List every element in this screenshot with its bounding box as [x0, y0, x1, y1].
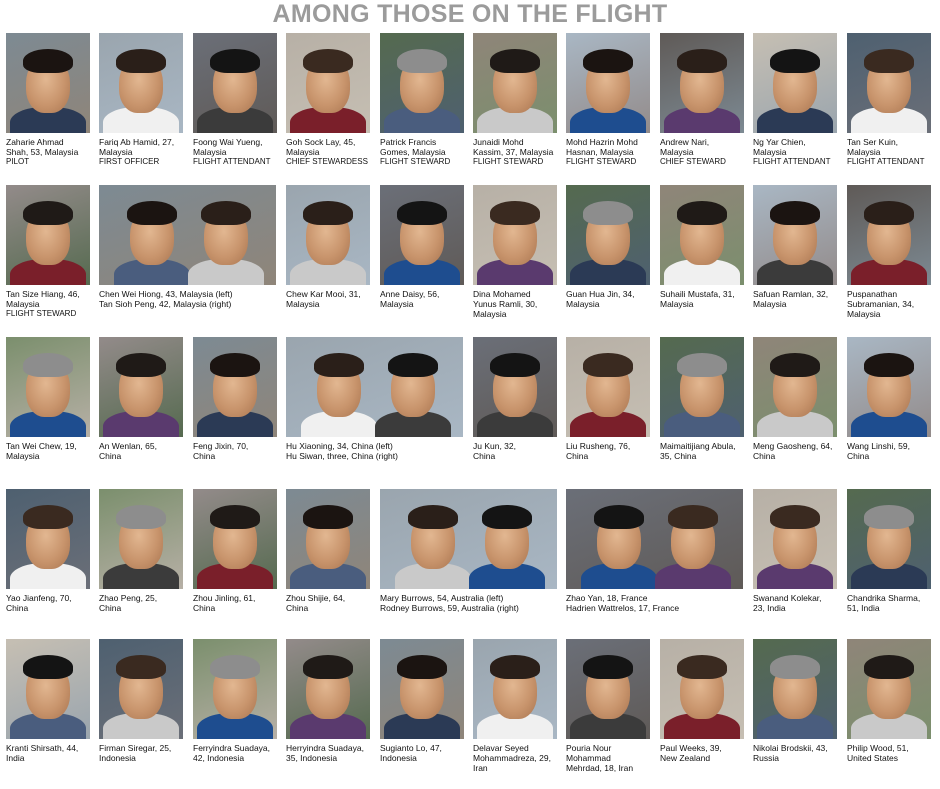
- passenger-caption: [286, 593, 370, 613]
- passenger-caption: [566, 743, 650, 773]
- caption-line: China: [99, 603, 122, 613]
- passenger-caption: [99, 743, 183, 763]
- passenger-caption: [660, 441, 744, 461]
- caption-line: Yao Jianfeng, 70,: [6, 593, 72, 603]
- passenger-caption: [753, 137, 837, 167]
- caption-line: New Zealand: [660, 753, 711, 763]
- passenger-caption: [286, 743, 370, 763]
- passenger-card: [473, 185, 557, 335]
- passenger-caption: [566, 137, 650, 167]
- passenger-card: [660, 639, 744, 789]
- passenger-photo: [193, 33, 277, 133]
- caption-line: Zhao Peng, 25,: [99, 593, 158, 603]
- caption-line: Malaysia: [473, 309, 507, 319]
- caption-line: Kassim, 37, Malaysia: [473, 147, 554, 157]
- passenger-card: [566, 337, 650, 487]
- passenger-caption: [193, 593, 277, 613]
- passenger-card: [753, 33, 837, 183]
- passenger-photo: [286, 185, 370, 285]
- caption-line: Rodney Burrows, 59, Australia (right): [380, 603, 519, 613]
- caption-line: Indonesia: [380, 753, 417, 763]
- passenger-photo: [6, 33, 90, 133]
- passenger-card: [753, 489, 837, 639]
- passenger-caption: [473, 743, 557, 773]
- passenger-photo: [847, 185, 931, 285]
- caption-line: Mehrdad, 18, Iran: [566, 763, 634, 773]
- passenger-photo: [380, 185, 464, 285]
- passenger-caption: [473, 289, 557, 319]
- caption-line: Indonesia: [99, 753, 136, 763]
- passenger-card: [380, 185, 464, 335]
- passenger-card: [660, 33, 744, 183]
- passenger-card: [660, 337, 744, 487]
- passenger-card: [566, 185, 650, 335]
- passenger-caption: [660, 289, 744, 309]
- passenger-photo: [753, 33, 837, 133]
- passenger-caption: [99, 289, 276, 309]
- passenger-caption: [193, 743, 277, 763]
- caption-line: Anne Daisy, 56,: [380, 289, 440, 299]
- caption-line: An Wenlan, 65,: [99, 441, 157, 451]
- caption-line: Tan Sioh Peng, 42, Malaysia (right): [99, 299, 232, 309]
- passenger-role: FLIGHT STEWARD: [473, 157, 544, 166]
- caption-line: Malaysia: [99, 147, 133, 157]
- caption-line: China: [6, 603, 29, 613]
- caption-line: Malaysia: [753, 299, 787, 309]
- caption-line: Meng Gaosheng, 64,: [753, 441, 833, 451]
- caption-line: Mohammad: [566, 753, 611, 763]
- passenger-card: [753, 337, 837, 487]
- caption-line: Paul Weeks, 39,: [660, 743, 722, 753]
- caption-line: 35, Indonesia: [286, 753, 338, 763]
- passenger-card: [286, 639, 370, 789]
- passenger-photo: [847, 639, 931, 739]
- passenger-caption: [6, 743, 90, 763]
- passenger-caption: [847, 441, 931, 461]
- caption-line: China: [286, 603, 309, 613]
- passenger-row: [6, 639, 934, 789]
- passenger-card: [193, 639, 277, 789]
- caption-line: Tan Size Hiang, 46,: [6, 289, 80, 299]
- passenger-photo: [6, 337, 90, 437]
- passenger-card: [566, 33, 650, 183]
- passenger-photo: [380, 639, 464, 739]
- passenger-caption: [193, 137, 277, 167]
- passenger-caption: [380, 137, 464, 167]
- passenger-card: [847, 489, 931, 639]
- caption-line: Liu Rusheng, 76,: [566, 441, 631, 451]
- passenger-card: [847, 185, 931, 335]
- passenger-caption: [286, 137, 370, 167]
- passenger-row: [6, 185, 934, 335]
- passenger-grid: [6, 33, 934, 777]
- passenger-photo: [99, 185, 276, 285]
- caption-line: 23, India: [753, 603, 786, 613]
- passenger-card: [566, 489, 743, 639]
- passenger-photo: [473, 33, 557, 133]
- passenger-card: [380, 489, 557, 639]
- passenger-card: [753, 185, 837, 335]
- passenger-caption: [847, 593, 931, 613]
- caption-line: Ju Kun, 32,: [473, 441, 517, 451]
- passenger-caption: [847, 137, 931, 167]
- passenger-caption: [566, 289, 650, 309]
- caption-line: Herryindra Suadaya,: [286, 743, 364, 753]
- passenger-card: [286, 185, 370, 335]
- caption-line: 51, India: [847, 603, 880, 613]
- passenger-row: [6, 337, 934, 487]
- caption-line: Patrick Francis: [380, 137, 437, 147]
- caption-line: Junaidi Mohd: [473, 137, 524, 147]
- passenger-photo: [566, 185, 650, 285]
- caption-line: Malaysia: [6, 299, 40, 309]
- caption-line: China: [99, 451, 122, 461]
- caption-line: Ferryindra Suadaya,: [193, 743, 271, 753]
- caption-line: Chandrika Sharma,: [847, 593, 921, 603]
- passenger-photo: [753, 639, 837, 739]
- caption-line: Maimaitijiang Abula,: [660, 441, 736, 451]
- caption-line: Mohammadreza, 29,: [473, 753, 551, 763]
- passenger-role: FLIGHT STEWARD: [6, 309, 77, 318]
- passenger-photo: [753, 489, 837, 589]
- passenger-photo: [99, 33, 183, 133]
- passenger-caption: [6, 289, 90, 319]
- caption-line: Hu Siwan, three, China (right): [286, 451, 398, 461]
- passenger-card: [660, 185, 744, 335]
- passenger-caption: [6, 137, 90, 167]
- caption-line: China: [847, 451, 870, 461]
- passenger-caption: [753, 743, 837, 763]
- caption-line: Malaysia: [6, 451, 40, 461]
- passenger-card: [566, 639, 650, 789]
- caption-line: Tan Wei Chew, 19,: [6, 441, 77, 451]
- caption-line: Shah, 53, Malaysia: [6, 147, 79, 157]
- passenger-photo: [847, 489, 931, 589]
- caption-line: Malaysia: [566, 299, 600, 309]
- caption-line: 42, Indonesia: [193, 753, 245, 763]
- passenger-role: FLIGHT ATTENDANT: [753, 157, 831, 166]
- passenger-photo: [193, 489, 277, 589]
- passenger-caption: [847, 289, 931, 319]
- page-title: AMONG THOSE ON THE FLIGHT: [272, 0, 668, 28]
- passenger-photo: [6, 639, 90, 739]
- passenger-role: PILOT: [6, 157, 30, 166]
- caption-line: China: [566, 451, 589, 461]
- passenger-card: [380, 639, 464, 789]
- caption-line: Malaysia: [753, 147, 787, 157]
- passenger-caption: [753, 593, 837, 613]
- passenger-card: [847, 639, 931, 789]
- passenger-card: [380, 33, 464, 183]
- passenger-card: [286, 337, 463, 487]
- caption-line: Yunus Ramli, 30,: [473, 299, 538, 309]
- passenger-card: [847, 33, 931, 183]
- passenger-row: [6, 489, 934, 639]
- passenger-card: [847, 337, 931, 487]
- caption-line: Mohd Hazrin Mohd: [566, 137, 638, 147]
- caption-line: Russia: [753, 753, 779, 763]
- passenger-photo: [566, 489, 743, 589]
- caption-line: Puspanathan: [847, 289, 898, 299]
- passenger-caption: [660, 743, 744, 763]
- passenger-photo: [847, 337, 931, 437]
- passenger-photo: [473, 337, 557, 437]
- caption-line: Malaysia: [380, 299, 414, 309]
- passenger-role: FLIGHT ATTENDANT: [193, 157, 271, 166]
- caption-line: Wang Linshi, 59,: [847, 441, 910, 451]
- passenger-caption: [286, 441, 463, 461]
- passenger-photo: [660, 33, 744, 133]
- passenger-card: [6, 639, 90, 789]
- caption-line: Goh Sock Lay, 45,: [286, 137, 356, 147]
- passenger-photo: [473, 639, 557, 739]
- caption-line: Hasnan, Malaysia: [566, 147, 634, 157]
- caption-line: Nikolai Brodskii, 43,: [753, 743, 828, 753]
- caption-line: Malaysia: [847, 147, 881, 157]
- caption-line: Tan Ser Kuin,: [847, 137, 899, 147]
- passenger-card: [6, 489, 90, 639]
- caption-line: Zhou Shijie, 64,: [286, 593, 346, 603]
- passenger-photo: [286, 639, 370, 739]
- caption-line: China: [473, 451, 496, 461]
- passenger-photo: [99, 489, 183, 589]
- caption-line: Chew Kar Mooi, 31,: [286, 289, 361, 299]
- passenger-photo: [99, 337, 183, 437]
- caption-line: Andrew Nari,: [660, 137, 710, 147]
- caption-line: Suhaili Mustafa, 31,: [660, 289, 735, 299]
- passenger-caption: [380, 289, 464, 309]
- caption-line: Dina Mohamed: [473, 289, 531, 299]
- passenger-caption: [6, 441, 90, 461]
- passenger-photo: [6, 185, 90, 285]
- passenger-card: [6, 33, 90, 183]
- passenger-photo: [286, 33, 370, 133]
- caption-line: Philip Wood, 51,: [847, 743, 909, 753]
- passenger-photo: [193, 337, 277, 437]
- caption-line: Zhou Jinling, 61,: [193, 593, 256, 603]
- passenger-role: CHIEF STEWARD: [660, 157, 726, 166]
- passenger-card: [286, 33, 370, 183]
- caption-line: Zhao Yan, 18, France: [566, 593, 648, 603]
- passenger-card: [473, 337, 557, 487]
- caption-line: Hu Xiaoning, 34, China (left): [286, 441, 393, 451]
- passenger-card: [6, 337, 90, 487]
- passenger-card: [99, 337, 183, 487]
- passenger-caption: [660, 137, 744, 167]
- caption-line: Kranti Shirsath, 44,: [6, 743, 79, 753]
- passenger-photo: [753, 337, 837, 437]
- passenger-photo: [660, 639, 744, 739]
- caption-line: China: [753, 451, 776, 461]
- caption-line: Fariq Ab Hamid, 27,: [99, 137, 175, 147]
- caption-line: Foong Wai Yueng,: [193, 137, 263, 147]
- passenger-caption: [6, 593, 90, 613]
- caption-line: Swanand Kolekar,: [753, 593, 822, 603]
- passenger-role: FLIGHT STEWARD: [566, 157, 637, 166]
- caption-line: Safuan Ramlan, 32,: [753, 289, 829, 299]
- caption-line: Delavar Seyed: [473, 743, 529, 753]
- caption-line: 35, China: [660, 451, 697, 461]
- passenger-caption: [473, 441, 557, 461]
- passenger-card: [753, 639, 837, 789]
- caption-line: Malaysia: [193, 147, 227, 157]
- passenger-caption: [380, 593, 557, 613]
- caption-line: Zaharie Ahmad: [6, 137, 64, 147]
- passenger-photo: [753, 185, 837, 285]
- passenger-card: [473, 639, 557, 789]
- caption-line: Malaysia: [660, 299, 694, 309]
- passenger-card: [99, 489, 183, 639]
- caption-line: India: [6, 753, 25, 763]
- passenger-role: FLIGHT ATTENDANT: [847, 157, 925, 166]
- caption-line: Hadrien Wattrelos, 17, France: [566, 603, 680, 613]
- passenger-card: [99, 185, 276, 335]
- caption-line: Mary Burrows, 54, Australia (left): [380, 593, 504, 603]
- caption-line: United States: [847, 753, 899, 763]
- passenger-photo: [380, 33, 464, 133]
- passenger-photo: [473, 185, 557, 285]
- passenger-card: [193, 489, 277, 639]
- caption-line: Malaysia: [660, 147, 694, 157]
- passenger-role: CHIEF STEWARDESS: [286, 157, 368, 166]
- passenger-card: [473, 33, 557, 183]
- passenger-caption: [380, 743, 464, 763]
- passenger-photo: [566, 33, 650, 133]
- passenger-photo: [6, 489, 90, 589]
- passenger-caption: [99, 441, 183, 461]
- caption-line: China: [193, 451, 216, 461]
- passenger-caption: [193, 441, 277, 461]
- passenger-photo: [99, 639, 183, 739]
- caption-line: Subramanian, 34,: [847, 299, 915, 309]
- passenger-role: FIRST OFFICER: [99, 157, 160, 166]
- caption-line: Feng Jixin, 70,: [193, 441, 249, 451]
- caption-line: Ng Yar Chien,: [753, 137, 806, 147]
- caption-line: Malaysia: [286, 299, 320, 309]
- passenger-caption: [753, 441, 837, 461]
- passenger-caption: [99, 137, 183, 167]
- passenger-photo: [660, 185, 744, 285]
- caption-line: Firman Siregar, 25,: [99, 743, 172, 753]
- passenger-photo: [286, 337, 463, 437]
- passenger-caption: [286, 289, 370, 309]
- caption-line: Guan Hua Jin, 34,: [566, 289, 635, 299]
- passenger-photo: [566, 639, 650, 739]
- passenger-card: [99, 639, 183, 789]
- caption-line: Gomes, Malaysia: [380, 147, 446, 157]
- passenger-card: [99, 33, 183, 183]
- passenger-caption: [847, 743, 931, 763]
- passenger-role: FLIGHT STEWARD: [380, 157, 451, 166]
- passenger-row: [6, 33, 934, 183]
- passenger-caption: [473, 137, 557, 167]
- passenger-photo: [847, 33, 931, 133]
- caption-line: Malaysia: [847, 309, 881, 319]
- passenger-photo: [286, 489, 370, 589]
- caption-line: China: [193, 603, 216, 613]
- passenger-photo: [193, 639, 277, 739]
- passenger-caption: [99, 593, 183, 613]
- caption-line: Malaysia: [286, 147, 320, 157]
- caption-line: Sugianto Lo, 47,: [380, 743, 442, 753]
- passenger-caption: [566, 593, 743, 613]
- caption-line: Pouria Nour: [566, 743, 612, 753]
- passenger-card: [286, 489, 370, 639]
- passenger-photo: [380, 489, 557, 589]
- passenger-caption: [566, 441, 650, 461]
- passenger-card: [193, 33, 277, 183]
- passenger-card: [6, 185, 90, 335]
- passenger-card: [193, 337, 277, 487]
- passenger-photo: [660, 337, 744, 437]
- caption-line: Chen Wei Hiong, 43, Malaysia (left): [99, 289, 233, 299]
- passenger-caption: [753, 289, 837, 309]
- passenger-photo: [566, 337, 650, 437]
- caption-line: Iran: [473, 763, 488, 773]
